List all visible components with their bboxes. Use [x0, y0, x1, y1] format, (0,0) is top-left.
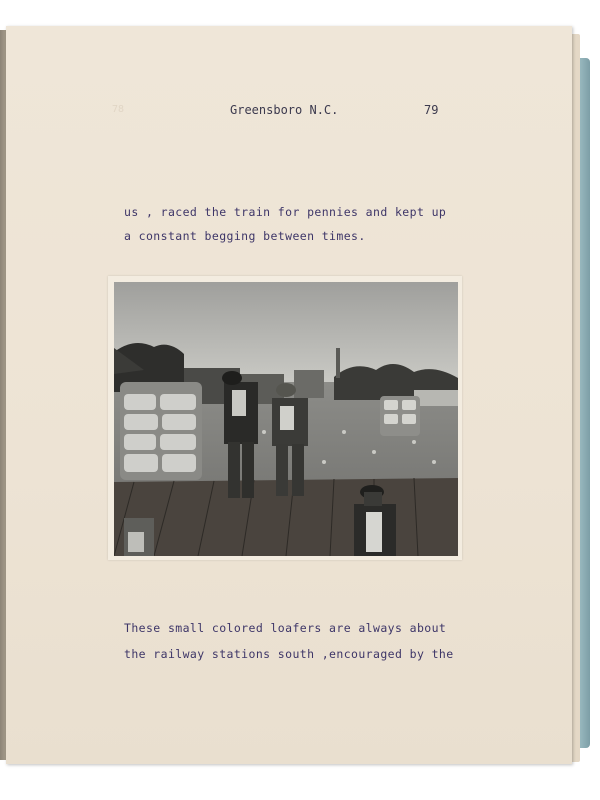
text-line: a constant begging between times.	[124, 229, 366, 243]
ghost-page-number: 78	[112, 104, 125, 115]
text-line: These small colored loafers are always about	[124, 621, 447, 635]
photograph-icon	[114, 282, 458, 556]
page-header	[0, 103, 600, 123]
page-number: 79	[424, 103, 439, 117]
page-header-title: Greensboro N.C.	[230, 103, 339, 117]
text-line: the railway stations south ,encouraged by the	[124, 647, 454, 661]
text-line: us , raced the train for pennies and kept up	[124, 205, 447, 219]
